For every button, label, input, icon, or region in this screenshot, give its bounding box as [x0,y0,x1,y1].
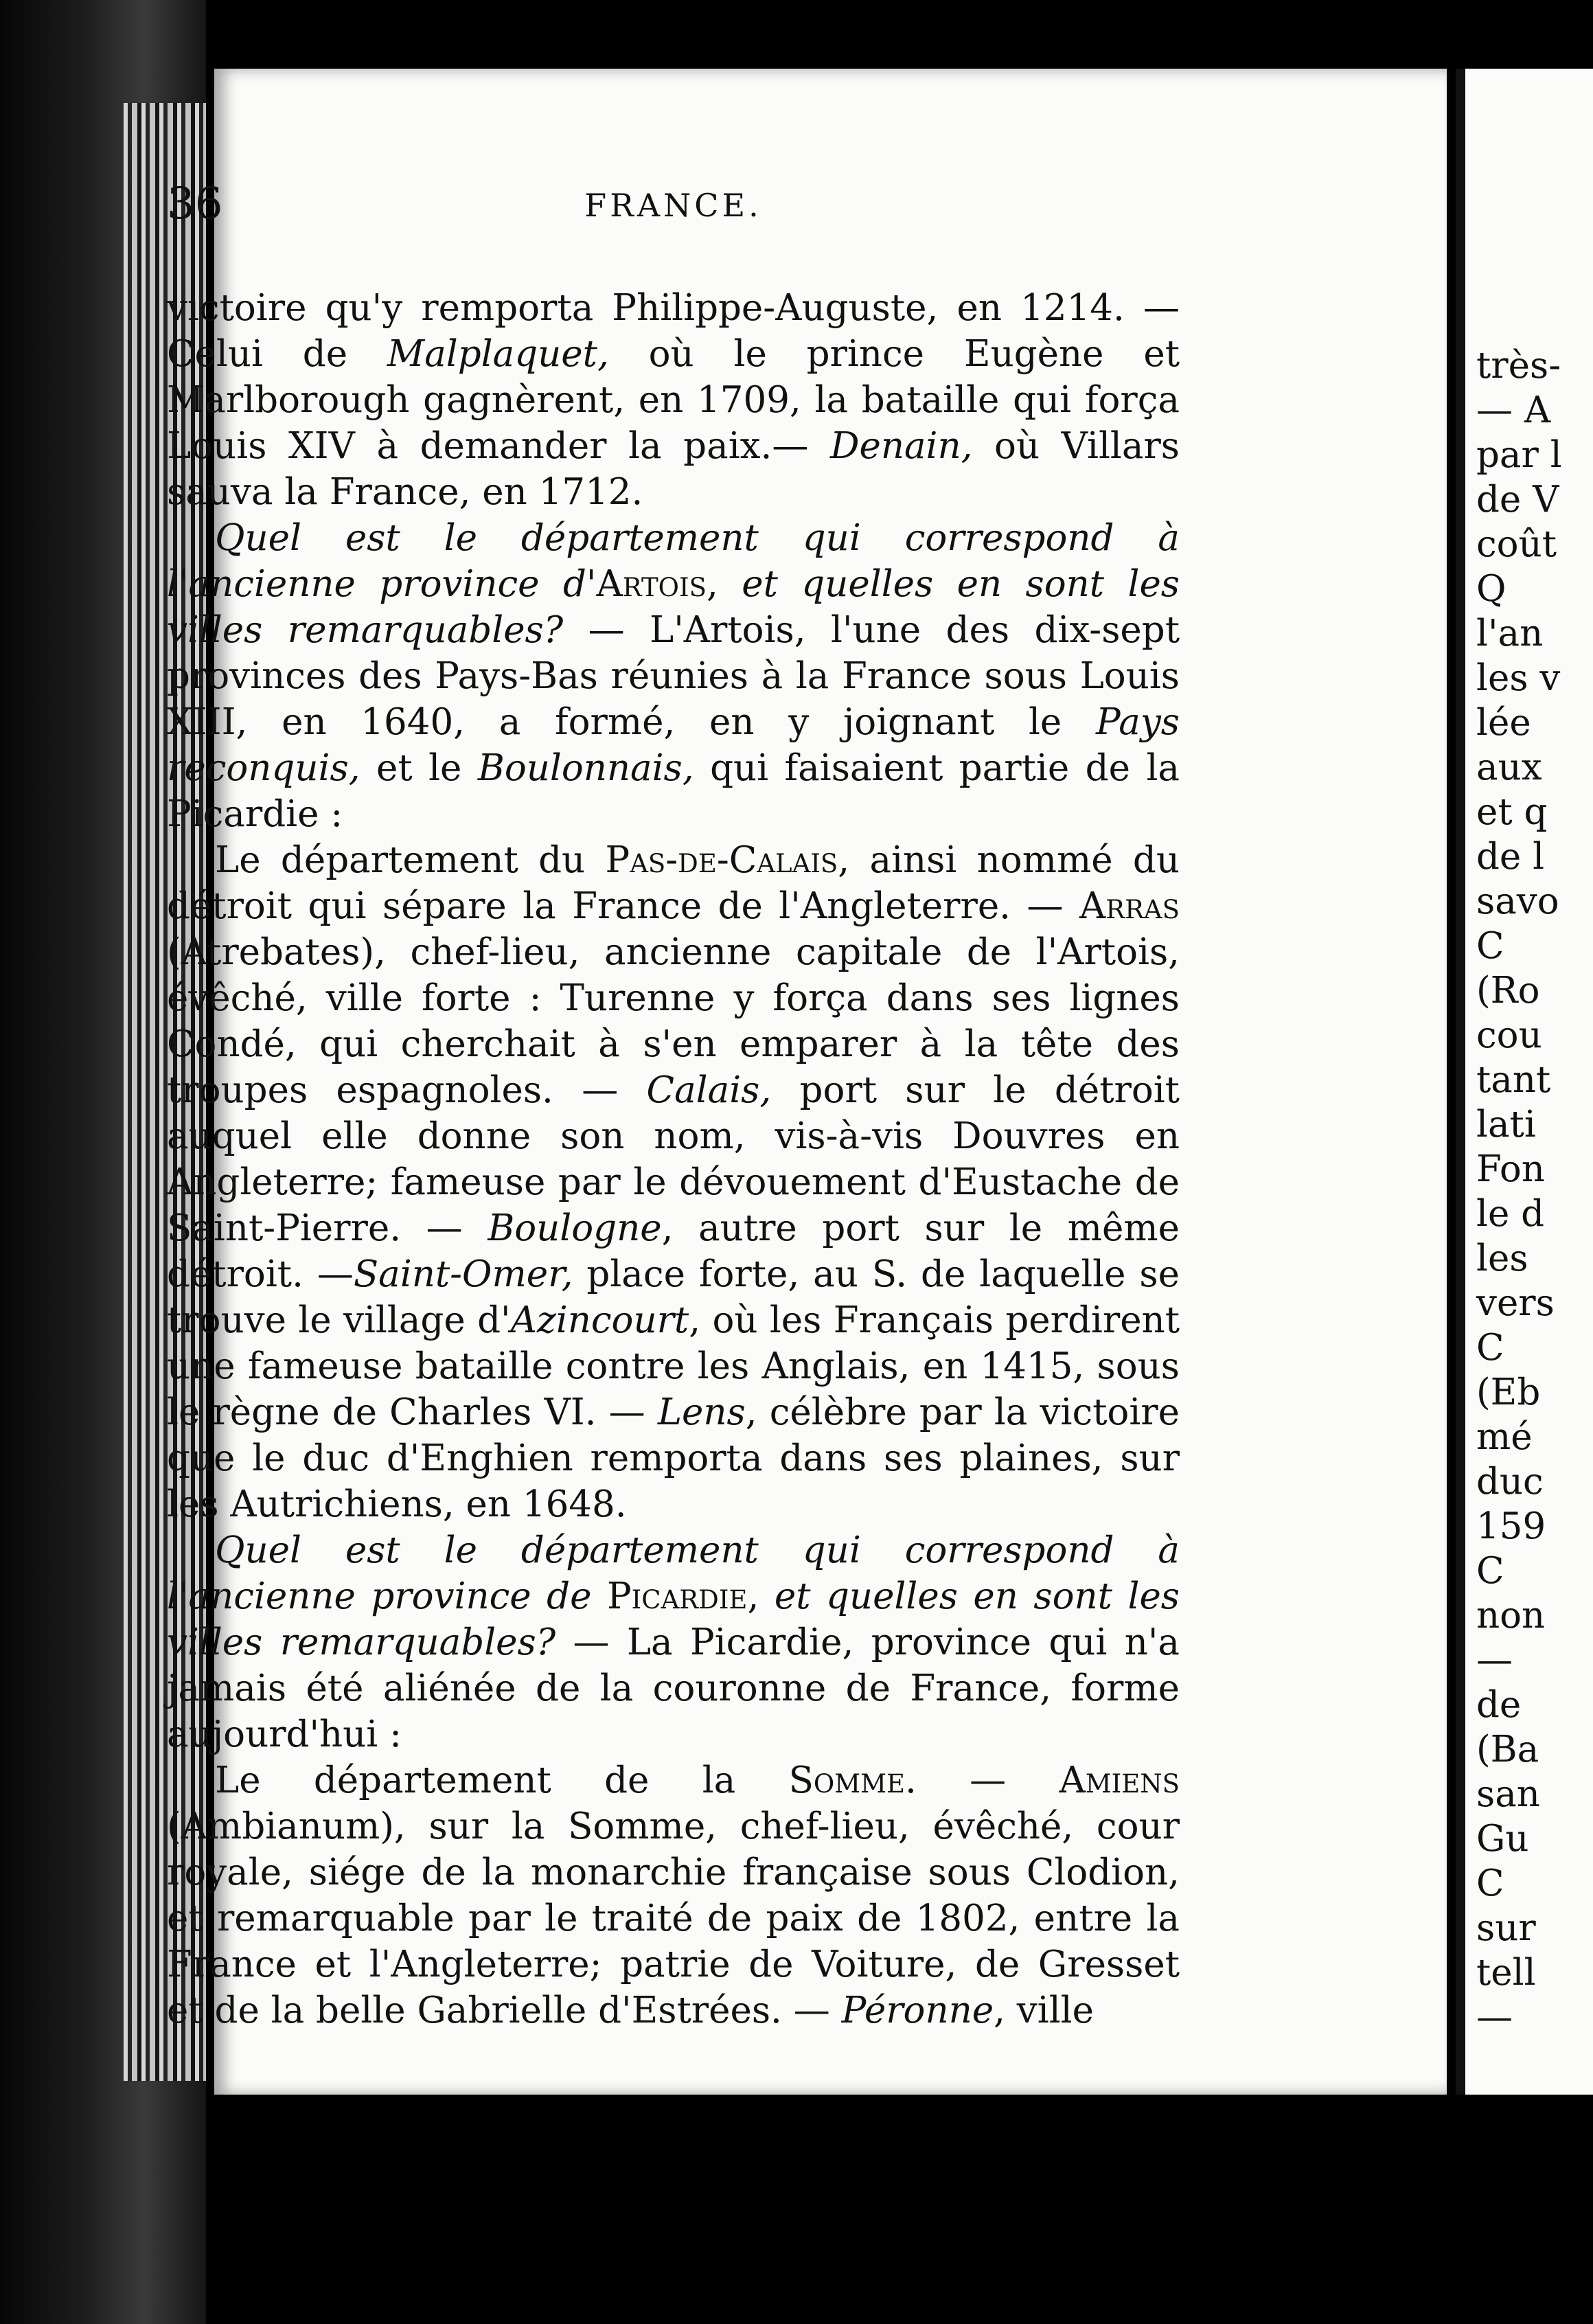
page-number: 36 [167,179,223,229]
italic-text: et quelles en sont les villes remarquables? [167,563,1180,651]
text-run: , [747,1575,775,1617]
text-run: , autre port sur le même détroit. — [167,1207,1180,1295]
italic-text: Malplaquet, [387,333,609,375]
text-run: , célèbre par la victoire que le duc d'Enghien remporta dans ses plaines, sur les Autrichiens, en 1648. [167,1391,1180,1525]
facing-line-fragment: vers [1476,1282,1555,1324]
italic-text: Quel est le département qui correspond à l'ancienne province d' [167,517,1180,605]
paragraph [167,1757,1180,2034]
text-run: Le département de la [215,1759,789,1801]
facing-line-fragment: C [1476,1862,1504,1904]
facing-line-fragment: Fon [1476,1148,1545,1190]
facing-line-fragment: lée [1476,702,1531,744]
facing-line-fragment: tell [1476,1952,1536,1994]
facing-line-fragment: Q [1476,568,1506,610]
italic-text: Azincourt [510,1299,689,1341]
paragraph [167,515,1180,837]
facing-line-fragment: savo [1476,880,1559,922]
facing-line-fragment: C [1476,1550,1504,1592]
facing-page-fragments [1476,343,1593,2040]
facing-line-fragment: par l [1476,434,1562,476]
text-run: où Villars sauva la France, en 1712. [167,425,1180,513]
text-run: (Ambianum), sur la Somme, chef-lieu, évêché, cour royale, siége de la monarchie française sous Clodion, et remarquable par le traité de paix de 1802, entre la France et l'Angleterre; patrie de Voiture, de Gresset et de la belle Gabrielle d'Estrées. — [167,1805,1180,2031]
italic-text: Pays reconquis, [167,701,1180,789]
facing-line-fragment: de V [1476,479,1559,521]
facing-line-fragment: (Ro [1476,970,1540,1012]
running-title: FRANCE. [584,187,762,224]
text-run: port sur le détroit auquel elle donne son nom, vis-à-vis Douvres en Angleterre; fameuse par le dévouement d'Eustache de Saint-Pierre. — [167,1069,1180,1249]
italic-text: Boulogne [488,1207,662,1249]
italic-text: Lens [657,1391,746,1433]
facing-line-fragment: duc [1476,1461,1544,1503]
facing-line-fragment: non [1476,1595,1546,1637]
facing-line-fragment: Gu [1476,1818,1529,1860]
body-text [167,285,1180,2034]
paragraph [167,285,1180,515]
italic-text: et quelles en sont les villes remarquables? [167,1575,1180,1663]
facing-line-fragment: sur [1476,1907,1536,1949]
text-run: — L'Artois, l'une des dix-sept provinces des Pays-Bas réunies à la France sous Louis XIII, en 1640, a formé, en y joignant le [167,609,1180,743]
text-run: . — [904,1759,1059,1801]
text-run: (Atrebates), chef-lieu, ancienne capitale de l'Artois, évêché, ville forte : Turenne y força dans ses lignes Condé, qui cherchait à s'en emparer à la tête des troupes espagnoles. — [167,931,1180,1111]
italic-text: Quel est le département qui correspond à l'ancienne province de [167,1529,1180,1617]
text-run: , ainsi nommé du détroit qui sépare la France de l'Angleterre. — [167,839,1180,927]
small-caps-text: Somme [788,1759,905,1801]
facing-line-fragment: les v [1476,657,1561,699]
page-header [167,165,1180,240]
facing-line-fragment: très- [1476,345,1561,387]
text-run: — La Picardie, province qui n'a jamais été aliénée de la couronne de France, forme aujourd'hui : [167,1621,1180,1755]
facing-line-fragment: cou [1476,1014,1542,1056]
facing-line-fragment: l'an [1476,613,1544,654]
facing-line-fragment: C [1476,1327,1504,1369]
facing-line-fragment: et q [1476,791,1548,833]
facing-line-fragment: lati [1476,1104,1536,1146]
text-run: Le département du [215,839,606,881]
small-caps-text: Amiens [1059,1759,1180,1801]
text-run: et le [360,747,478,789]
small-caps-text: Picardie [606,1575,748,1617]
text-run: place forte, au S. de laquelle se trouve le village d' [167,1253,1180,1341]
facing-line-fragment: de l [1476,836,1545,878]
facing-line-fragment: de [1476,1684,1522,1726]
facing-line-fragment: tant [1476,1059,1551,1101]
facing-line-fragment: mé [1476,1416,1533,1458]
facing-line-fragment: (Eb [1476,1371,1541,1413]
facing-line-fragment: 159 [1476,1505,1546,1547]
facing-line-fragment: aux [1476,747,1542,788]
facing-line-fragment: coût [1476,523,1557,565]
text-run: victoire qu'y remporta Philippe-Auguste, en 1214. — Celui de [167,287,1180,375]
facing-line-fragment: le d [1476,1193,1545,1235]
facing-line-fragment: les [1476,1238,1528,1279]
facing-page-edge [1456,69,1593,2095]
italic-text: Boulonnais, [477,747,694,789]
text-run: qui faisaient partie de la Picardie : [167,747,1180,835]
text-run: , où les Français perdirent une fameuse bataille contre les Anglais, en 1415, sous le règne de Charles VI. — [167,1299,1180,1433]
facing-line-fragment: (Ba [1476,1729,1539,1770]
small-caps-text: Arras [1079,885,1180,927]
paragraph [167,1527,1180,1757]
facing-line-fragment: — [1476,1996,1513,2038]
facing-line-fragment: C [1476,925,1504,967]
italic-text: Péronne [841,1990,994,2031]
text-run: , ville [994,1990,1094,2031]
facing-line-fragment: — [1476,1639,1513,1681]
text-run: , [706,563,742,605]
facing-line-fragment: san [1476,1773,1540,1815]
small-caps-text: Pas-de-Calais [605,839,838,881]
small-caps-text: Artois [596,563,707,605]
facing-line-fragment: — A [1476,389,1551,431]
text-run: où le prince Eugène et Marlborough gagnèrent, en 1709, la bataille qui força Louis XIV à demander la paix.— [167,333,1180,467]
italic-text: Denain, [829,425,973,467]
italic-text: Calais, [646,1069,772,1111]
italic-text: Saint-Omer, [353,1253,573,1295]
paragraph [167,837,1180,1527]
